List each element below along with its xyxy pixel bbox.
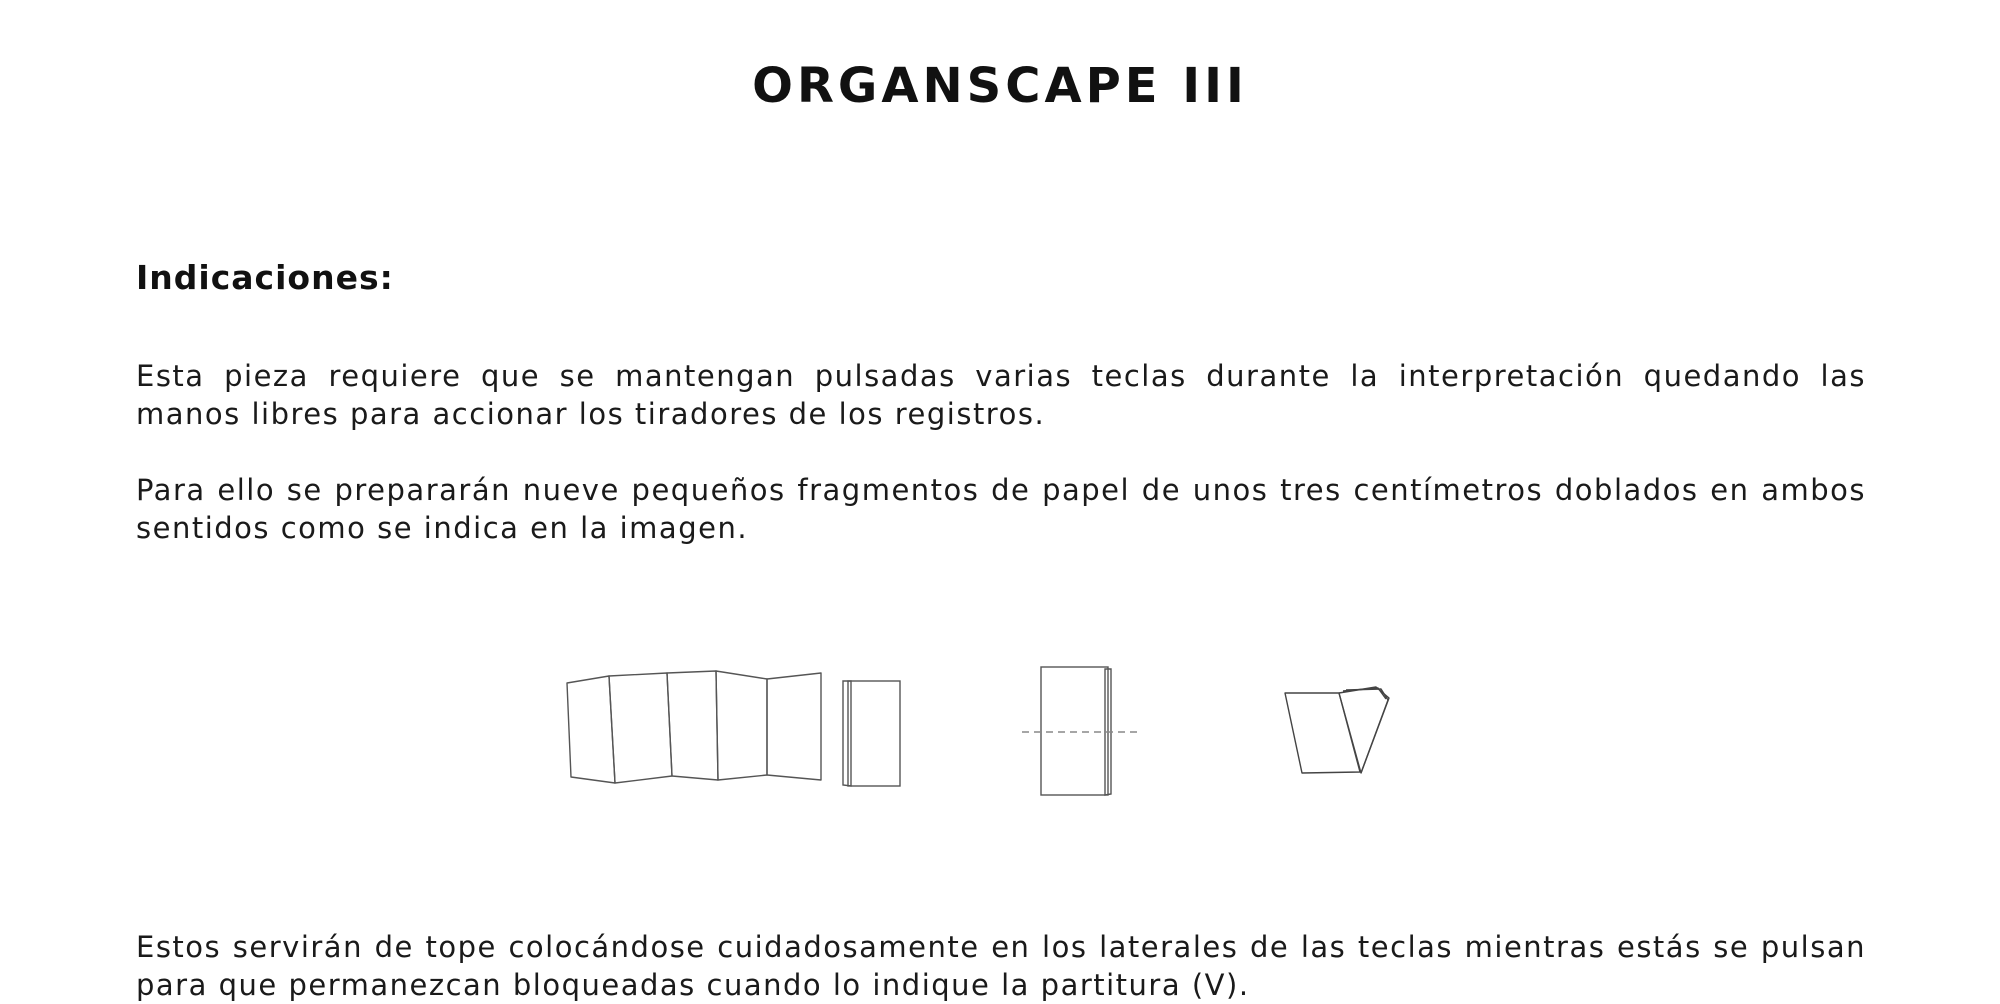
folded-stack — [843, 681, 900, 786]
folding-diagram — [0, 660, 2000, 810]
paragraph-1: Esta pieza requiere que se mantengan pulsadas varias teclas durante la interpretación quedando las manos libres para accionar los tiradores de los registros. — [136, 359, 1866, 431]
paper-folding-illustration — [0, 660, 2000, 810]
folded-stack-with-fold-line — [1022, 667, 1140, 795]
accordion-fold-strip — [567, 671, 821, 783]
paragraph-2: Para ello se prepararán nueve pequeños fragmentos de papel de unos tres centímetros doblados en ambos sentidos como se indica en la imagen. — [136, 473, 1866, 545]
v-folded-paper — [1285, 687, 1389, 773]
section-heading: Indicaciones: — [136, 258, 394, 297]
paragraph-3: Estos servirán de tope colocándose cuidadosamente en los laterales de las teclas mientras estás se pulsan para que permanezcan bloqueadas cuando lo indique la partitura (V). — [136, 930, 1866, 1002]
document-title: ORGANSCAPE III — [752, 58, 1248, 114]
